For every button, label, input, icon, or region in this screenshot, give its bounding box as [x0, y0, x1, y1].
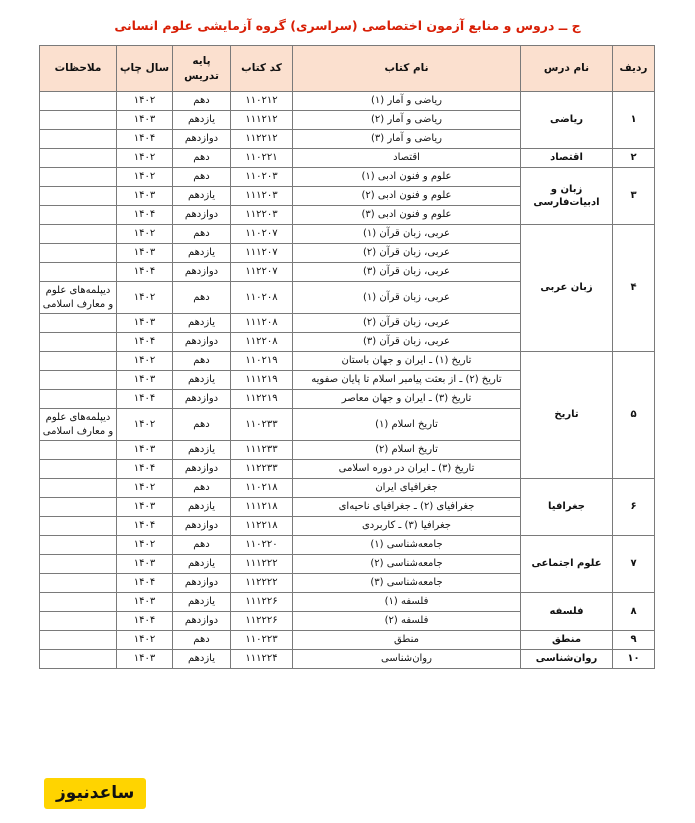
book-code-cell: ۱۱۰۲۰۸	[231, 282, 293, 314]
notes-cell	[40, 536, 117, 555]
notes-cell	[40, 650, 117, 669]
book-code-cell: ۱۱۱۲۰۷	[231, 244, 293, 263]
book-code-cell: ۱۱۲۲۰۸	[231, 333, 293, 352]
grade-cell: یازدهم	[173, 244, 231, 263]
book-code-cell: ۱۱۱۲۲۶	[231, 593, 293, 612]
column-header-paye: پایه تدریس	[173, 46, 231, 92]
book-code-cell: ۱۱۰۲۲۱	[231, 149, 293, 168]
grade-cell: دوازدهم	[173, 206, 231, 225]
book-code-cell: ۱۱۲۲۱۹	[231, 390, 293, 409]
book-name-cell: عربی، زبان قرآن (۲)	[293, 244, 521, 263]
notes-cell	[40, 244, 117, 263]
grade-cell: یازدهم	[173, 650, 231, 669]
table-row	[40, 650, 655, 669]
print-year-cell: ۱۴۰۳	[117, 244, 173, 263]
notes-cell	[40, 206, 117, 225]
grade-cell: دهم	[173, 479, 231, 498]
print-year-cell: ۱۴۰۴	[117, 206, 173, 225]
print-year-cell: ۱۴۰۲	[117, 282, 173, 314]
grade-cell: دهم	[173, 282, 231, 314]
book-name-cell: فلسفه (۱)	[293, 593, 521, 612]
print-year-cell: ۱۴۰۲	[117, 168, 173, 187]
print-year-cell: ۱۴۰۲	[117, 409, 173, 441]
book-code-cell: ۱۱۰۲۳۳	[231, 409, 293, 441]
grade-cell: دوازدهم	[173, 612, 231, 631]
lesson-name-cell: ریاضی	[521, 92, 613, 149]
notes-cell	[40, 574, 117, 593]
table-row	[40, 479, 655, 498]
grade-cell: دهم	[173, 536, 231, 555]
notes-cell	[40, 498, 117, 517]
book-name-cell: تاریخ اسلام (۲)	[293, 441, 521, 460]
watermark-badge: ساعدنیوز	[44, 778, 146, 809]
book-code-cell: ۱۱۰۲۰۷	[231, 225, 293, 244]
lesson-name-cell: روان‌شناسی	[521, 650, 613, 669]
grade-cell: دوازدهم	[173, 460, 231, 479]
column-header-lesson: نام درس	[521, 46, 613, 92]
book-code-cell: ۱۱۱۲۱۲	[231, 111, 293, 130]
grade-cell: دوازدهم	[173, 333, 231, 352]
book-code-cell: ۱۱۰۲۰۳	[231, 168, 293, 187]
print-year-cell: ۱۴۰۴	[117, 517, 173, 536]
row-index-cell: ۷	[613, 536, 655, 593]
notes-cell	[40, 130, 117, 149]
column-header-code: کد کتاب	[231, 46, 293, 92]
notes-cell	[40, 479, 117, 498]
column-header-book: نام کتاب	[293, 46, 521, 92]
print-year-cell: ۱۴۰۴	[117, 333, 173, 352]
grade-cell: یازدهم	[173, 187, 231, 206]
book-code-cell: ۱۱۱۲۱۹	[231, 371, 293, 390]
column-header-radif: ردیف	[613, 46, 655, 92]
book-name-cell: اقتصاد	[293, 149, 521, 168]
notes-cell	[40, 631, 117, 650]
table-row	[40, 225, 655, 244]
table-header	[40, 46, 655, 92]
grade-cell: دوازدهم	[173, 574, 231, 593]
book-name-cell: عربی، زبان قرآن (۳)	[293, 333, 521, 352]
print-year-cell: ۱۴۰۳	[117, 441, 173, 460]
book-code-cell: ۱۱۱۲۳۳	[231, 441, 293, 460]
table-row	[40, 92, 655, 111]
book-name-cell: ریاضی و آمار (۳)	[293, 130, 521, 149]
lesson-name-cell: فلسفه	[521, 593, 613, 631]
book-name-cell: ریاضی و آمار (۱)	[293, 92, 521, 111]
book-name-cell: جامعه‌شناسی (۲)	[293, 555, 521, 574]
book-name-cell: فلسفه (۲)	[293, 612, 521, 631]
book-code-cell: ۱۱۰۲۱۸	[231, 479, 293, 498]
book-code-cell: ۱۱۰۲۱۹	[231, 352, 293, 371]
grade-cell: یازدهم	[173, 111, 231, 130]
notes-cell	[40, 168, 117, 187]
print-year-cell: ۱۴۰۳	[117, 593, 173, 612]
book-code-cell: ۱۱۱۲۲۲	[231, 555, 293, 574]
notes-cell	[40, 187, 117, 206]
print-year-cell: ۱۴۰۳	[117, 314, 173, 333]
row-index-cell: ۱۰	[613, 650, 655, 669]
row-index-cell: ۳	[613, 168, 655, 225]
notes-cell	[40, 149, 117, 168]
table-row	[40, 631, 655, 650]
page-title: ج ــ دروس و منابع آزمون اختصاصی (سراسری) گروه آزمایشی علوم انسانی	[114, 18, 581, 33]
grade-cell: دهم	[173, 225, 231, 244]
print-year-cell: ۱۴۰۲	[117, 352, 173, 371]
grade-cell: یازدهم	[173, 371, 231, 390]
print-year-cell: ۱۴۰۴	[117, 130, 173, 149]
book-code-cell: ۱۱۲۲۰۷	[231, 263, 293, 282]
notes-cell	[40, 92, 117, 111]
column-header-molahezat: ملاحظات	[40, 46, 117, 92]
row-index-cell: ۶	[613, 479, 655, 536]
book-name-cell: جغرافیا (۳) ـ کاربردی	[293, 517, 521, 536]
lesson-name-cell: اقتصاد	[521, 149, 613, 168]
book-code-cell: ۱۱۲۲۰۳	[231, 206, 293, 225]
table-row	[40, 149, 655, 168]
notes-cell	[40, 225, 117, 244]
print-year-cell: ۱۴۰۳	[117, 111, 173, 130]
grade-cell: دوازدهم	[173, 517, 231, 536]
table-row	[40, 536, 655, 555]
book-name-cell: علوم و فنون ادبی (۲)	[293, 187, 521, 206]
print-year-cell: ۱۴۰۳	[117, 650, 173, 669]
book-name-cell: جامعه‌شناسی (۱)	[293, 536, 521, 555]
print-year-cell: ۱۴۰۲	[117, 225, 173, 244]
row-index-cell: ۵	[613, 352, 655, 479]
grade-cell: یازدهم	[173, 593, 231, 612]
grade-cell: یازدهم	[173, 498, 231, 517]
book-name-cell: تاریخ (۳) ـ ایران و جهان معاصر	[293, 390, 521, 409]
print-year-cell: ۱۴۰۲	[117, 536, 173, 555]
grade-cell: دوازدهم	[173, 130, 231, 149]
grade-cell: یازدهم	[173, 441, 231, 460]
print-year-cell: ۱۴۰۳	[117, 498, 173, 517]
table-body	[40, 92, 655, 669]
notes-cell	[40, 460, 117, 479]
book-code-cell: ۱۱۲۲۲۶	[231, 612, 293, 631]
grade-cell: دهم	[173, 168, 231, 187]
book-code-cell: ۱۱۰۲۱۲	[231, 92, 293, 111]
book-name-cell: علوم و فنون ادبی (۱)	[293, 168, 521, 187]
print-year-cell: ۱۴۰۲	[117, 149, 173, 168]
notes-cell	[40, 314, 117, 333]
notes-cell	[40, 441, 117, 460]
book-name-cell: روان‌شناسی	[293, 650, 521, 669]
book-name-cell: علوم و فنون ادبی (۳)	[293, 206, 521, 225]
book-code-cell: ۱۱۱۲۰۳	[231, 187, 293, 206]
notes-cell	[40, 612, 117, 631]
grade-cell: دهم	[173, 409, 231, 441]
row-index-cell: ۴	[613, 225, 655, 352]
book-code-cell: ۱۱۱۲۰۸	[231, 314, 293, 333]
book-code-cell: ۱۱۲۲۱۸	[231, 517, 293, 536]
book-name-cell: تاریخ (۲) ـ از بعثت پیامبر اسلام تا پایان صفویه	[293, 371, 521, 390]
row-index-cell: ۹	[613, 631, 655, 650]
notes-cell	[40, 333, 117, 352]
lesson-name-cell: زبان و ادبیات‌فارسی	[521, 168, 613, 225]
book-name-cell: تاریخ (۱) ـ ایران و جهان باستان	[293, 352, 521, 371]
table-row	[40, 168, 655, 187]
lesson-name-cell: تاریخ	[521, 352, 613, 479]
book-name-cell: تاریخ اسلام (۱)	[293, 409, 521, 441]
table-row	[40, 593, 655, 612]
column-header-sal: سال چاپ	[117, 46, 173, 92]
book-name-cell: عربی، زبان قرآن (۲)	[293, 314, 521, 333]
print-year-cell: ۱۴۰۴	[117, 612, 173, 631]
print-year-cell: ۱۴۰۴	[117, 460, 173, 479]
books-table	[39, 45, 655, 669]
grade-cell: دوازدهم	[173, 390, 231, 409]
notes-cell	[40, 390, 117, 409]
grade-cell: دهم	[173, 92, 231, 111]
notes-cell	[40, 593, 117, 612]
notes-cell: دیپلمه‌های علوم و معارف اسلامی	[40, 409, 117, 441]
print-year-cell: ۱۴۰۲	[117, 631, 173, 650]
print-year-cell: ۱۴۰۴	[117, 263, 173, 282]
print-year-cell: ۱۴۰۴	[117, 390, 173, 409]
grade-cell: دهم	[173, 631, 231, 650]
grade-cell: دهم	[173, 352, 231, 371]
notes-cell	[40, 371, 117, 390]
notes-cell	[40, 517, 117, 536]
notes-cell	[40, 352, 117, 371]
grade-cell: یازدهم	[173, 555, 231, 574]
book-name-cell: عربی، زبان قرآن (۳)	[293, 263, 521, 282]
book-code-cell: ۱۱۲۲۳۳	[231, 460, 293, 479]
lesson-name-cell: جغرافیا	[521, 479, 613, 536]
table-row	[40, 352, 655, 371]
grade-cell: دهم	[173, 149, 231, 168]
book-name-cell: ریاضی و آمار (۲)	[293, 111, 521, 130]
notes-cell	[40, 111, 117, 130]
book-name-cell: جغرافیای (۲) ـ جغرافیای ناحیه‌ای	[293, 498, 521, 517]
book-name-cell: تاریخ (۳) ـ ایران در دوره اسلامی	[293, 460, 521, 479]
book-code-cell: ۱۱۱۲۱۸	[231, 498, 293, 517]
book-name-cell: منطق	[293, 631, 521, 650]
book-code-cell: ۱۱۲۲۱۲	[231, 130, 293, 149]
book-name-cell: جامعه‌شناسی (۳)	[293, 574, 521, 593]
print-year-cell: ۱۴۰۳	[117, 555, 173, 574]
grade-cell: دوازدهم	[173, 263, 231, 282]
book-code-cell: ۱۱۰۲۲۳	[231, 631, 293, 650]
row-index-cell: ۸	[613, 593, 655, 631]
notes-cell: دیپلمه‌های علوم و معارف اسلامی	[40, 282, 117, 314]
lesson-name-cell: زبان عربی	[521, 225, 613, 352]
print-year-cell: ۱۴۰۳	[117, 187, 173, 206]
print-year-cell: ۱۴۰۲	[117, 479, 173, 498]
print-year-cell: ۱۴۰۴	[117, 574, 173, 593]
book-name-cell: عربی، زبان قرآن (۱)	[293, 225, 521, 244]
book-name-cell: عربی، زبان قرآن (۱)	[293, 282, 521, 314]
grade-cell: یازدهم	[173, 314, 231, 333]
row-index-cell: ۱	[613, 92, 655, 149]
notes-cell	[40, 263, 117, 282]
lesson-name-cell: منطق	[521, 631, 613, 650]
header-row	[40, 46, 655, 92]
book-code-cell: ۱۱۲۲۲۲	[231, 574, 293, 593]
book-code-cell: ۱۱۱۲۲۴	[231, 650, 293, 669]
book-code-cell: ۱۱۰۲۲۰	[231, 536, 293, 555]
print-year-cell: ۱۴۰۳	[117, 371, 173, 390]
notes-cell	[40, 555, 117, 574]
print-year-cell: ۱۴۰۲	[117, 92, 173, 111]
row-index-cell: ۲	[613, 149, 655, 168]
lesson-name-cell: علوم اجتماعی	[521, 536, 613, 593]
book-name-cell: جغرافیای ایران	[293, 479, 521, 498]
